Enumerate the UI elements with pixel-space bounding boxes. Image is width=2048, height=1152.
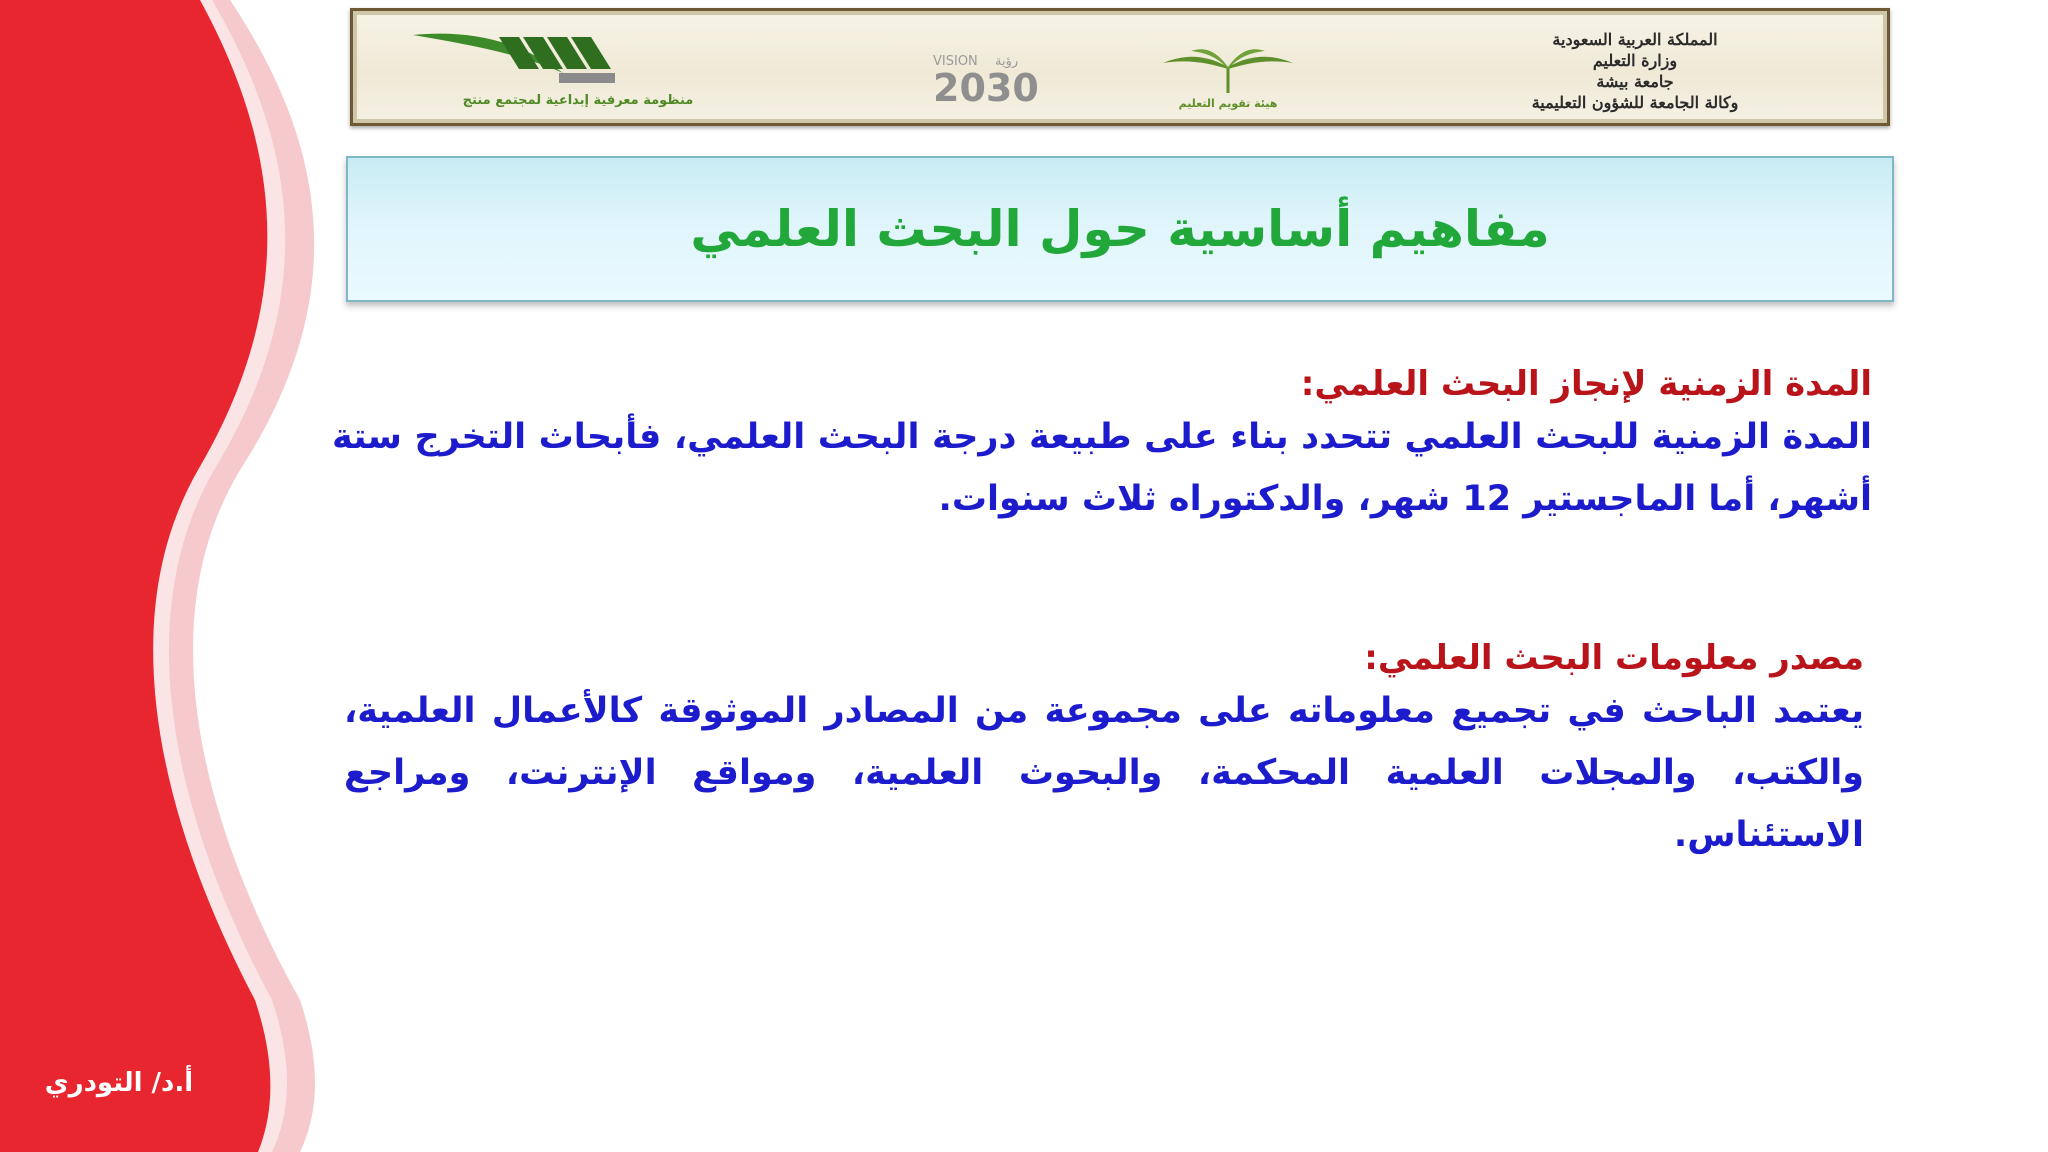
section-body: يعتمد الباحث في تجميع معلوماته على مجموعة من المصادر الموثوقة كالأعمال العلمية، والكتب، والمجلات العلمية المحكمة، والبحوث العلمية، ومواقع الإنترنت، ومراجع الاستئناس. bbox=[344, 691, 1864, 855]
section-heading: المدة الزمنية لإنجاز البحث العلمي: bbox=[1300, 364, 1872, 404]
university-logo bbox=[413, 29, 643, 89]
ministry-line: المملكة العربية السعودية bbox=[1552, 30, 1718, 49]
red-wave-panel bbox=[0, 0, 340, 1152]
author-label: أ.د/ التودري bbox=[44, 1068, 194, 1098]
svg-text:VISION: VISION bbox=[933, 54, 978, 69]
section-duration bbox=[332, 362, 1872, 530]
ministry-line: جامعة بيشة bbox=[1596, 72, 1674, 91]
slide-title-box bbox=[346, 156, 1894, 302]
vision-2030-logo bbox=[933, 51, 1123, 115]
etec-logo bbox=[1133, 47, 1323, 117]
svg-text:2030: 2030 bbox=[933, 66, 1039, 110]
ministry-line: وزارة التعليم bbox=[1592, 51, 1678, 70]
section-body: المدة الزمنية للبحث العلمي تتحدد بناء على طبيعة درجة البحث العلمي، فأبحاث التخرج ستة أشهر، أما الماجستير 12 شهر، والدكتوراه ثلاث سنوات. bbox=[332, 417, 1872, 519]
etec-label: هيئة تقويم التعليم bbox=[1178, 97, 1278, 110]
university-caption: منظومة معرفية إبداعية لمجتمع منتج bbox=[462, 93, 694, 108]
section-heading: مصدر معلومات البحث العلمي: bbox=[1364, 638, 1864, 678]
slide-title: مفاهيم أساسية حول البحث العلمي bbox=[690, 200, 1550, 258]
header-banner bbox=[350, 8, 1890, 126]
section-sources bbox=[344, 636, 1864, 866]
ministry-line: وكالة الجامعة للشؤون التعليمية bbox=[1531, 93, 1739, 112]
ministry-block bbox=[1465, 29, 1805, 113]
svg-text:رؤية: رؤية bbox=[995, 54, 1019, 69]
